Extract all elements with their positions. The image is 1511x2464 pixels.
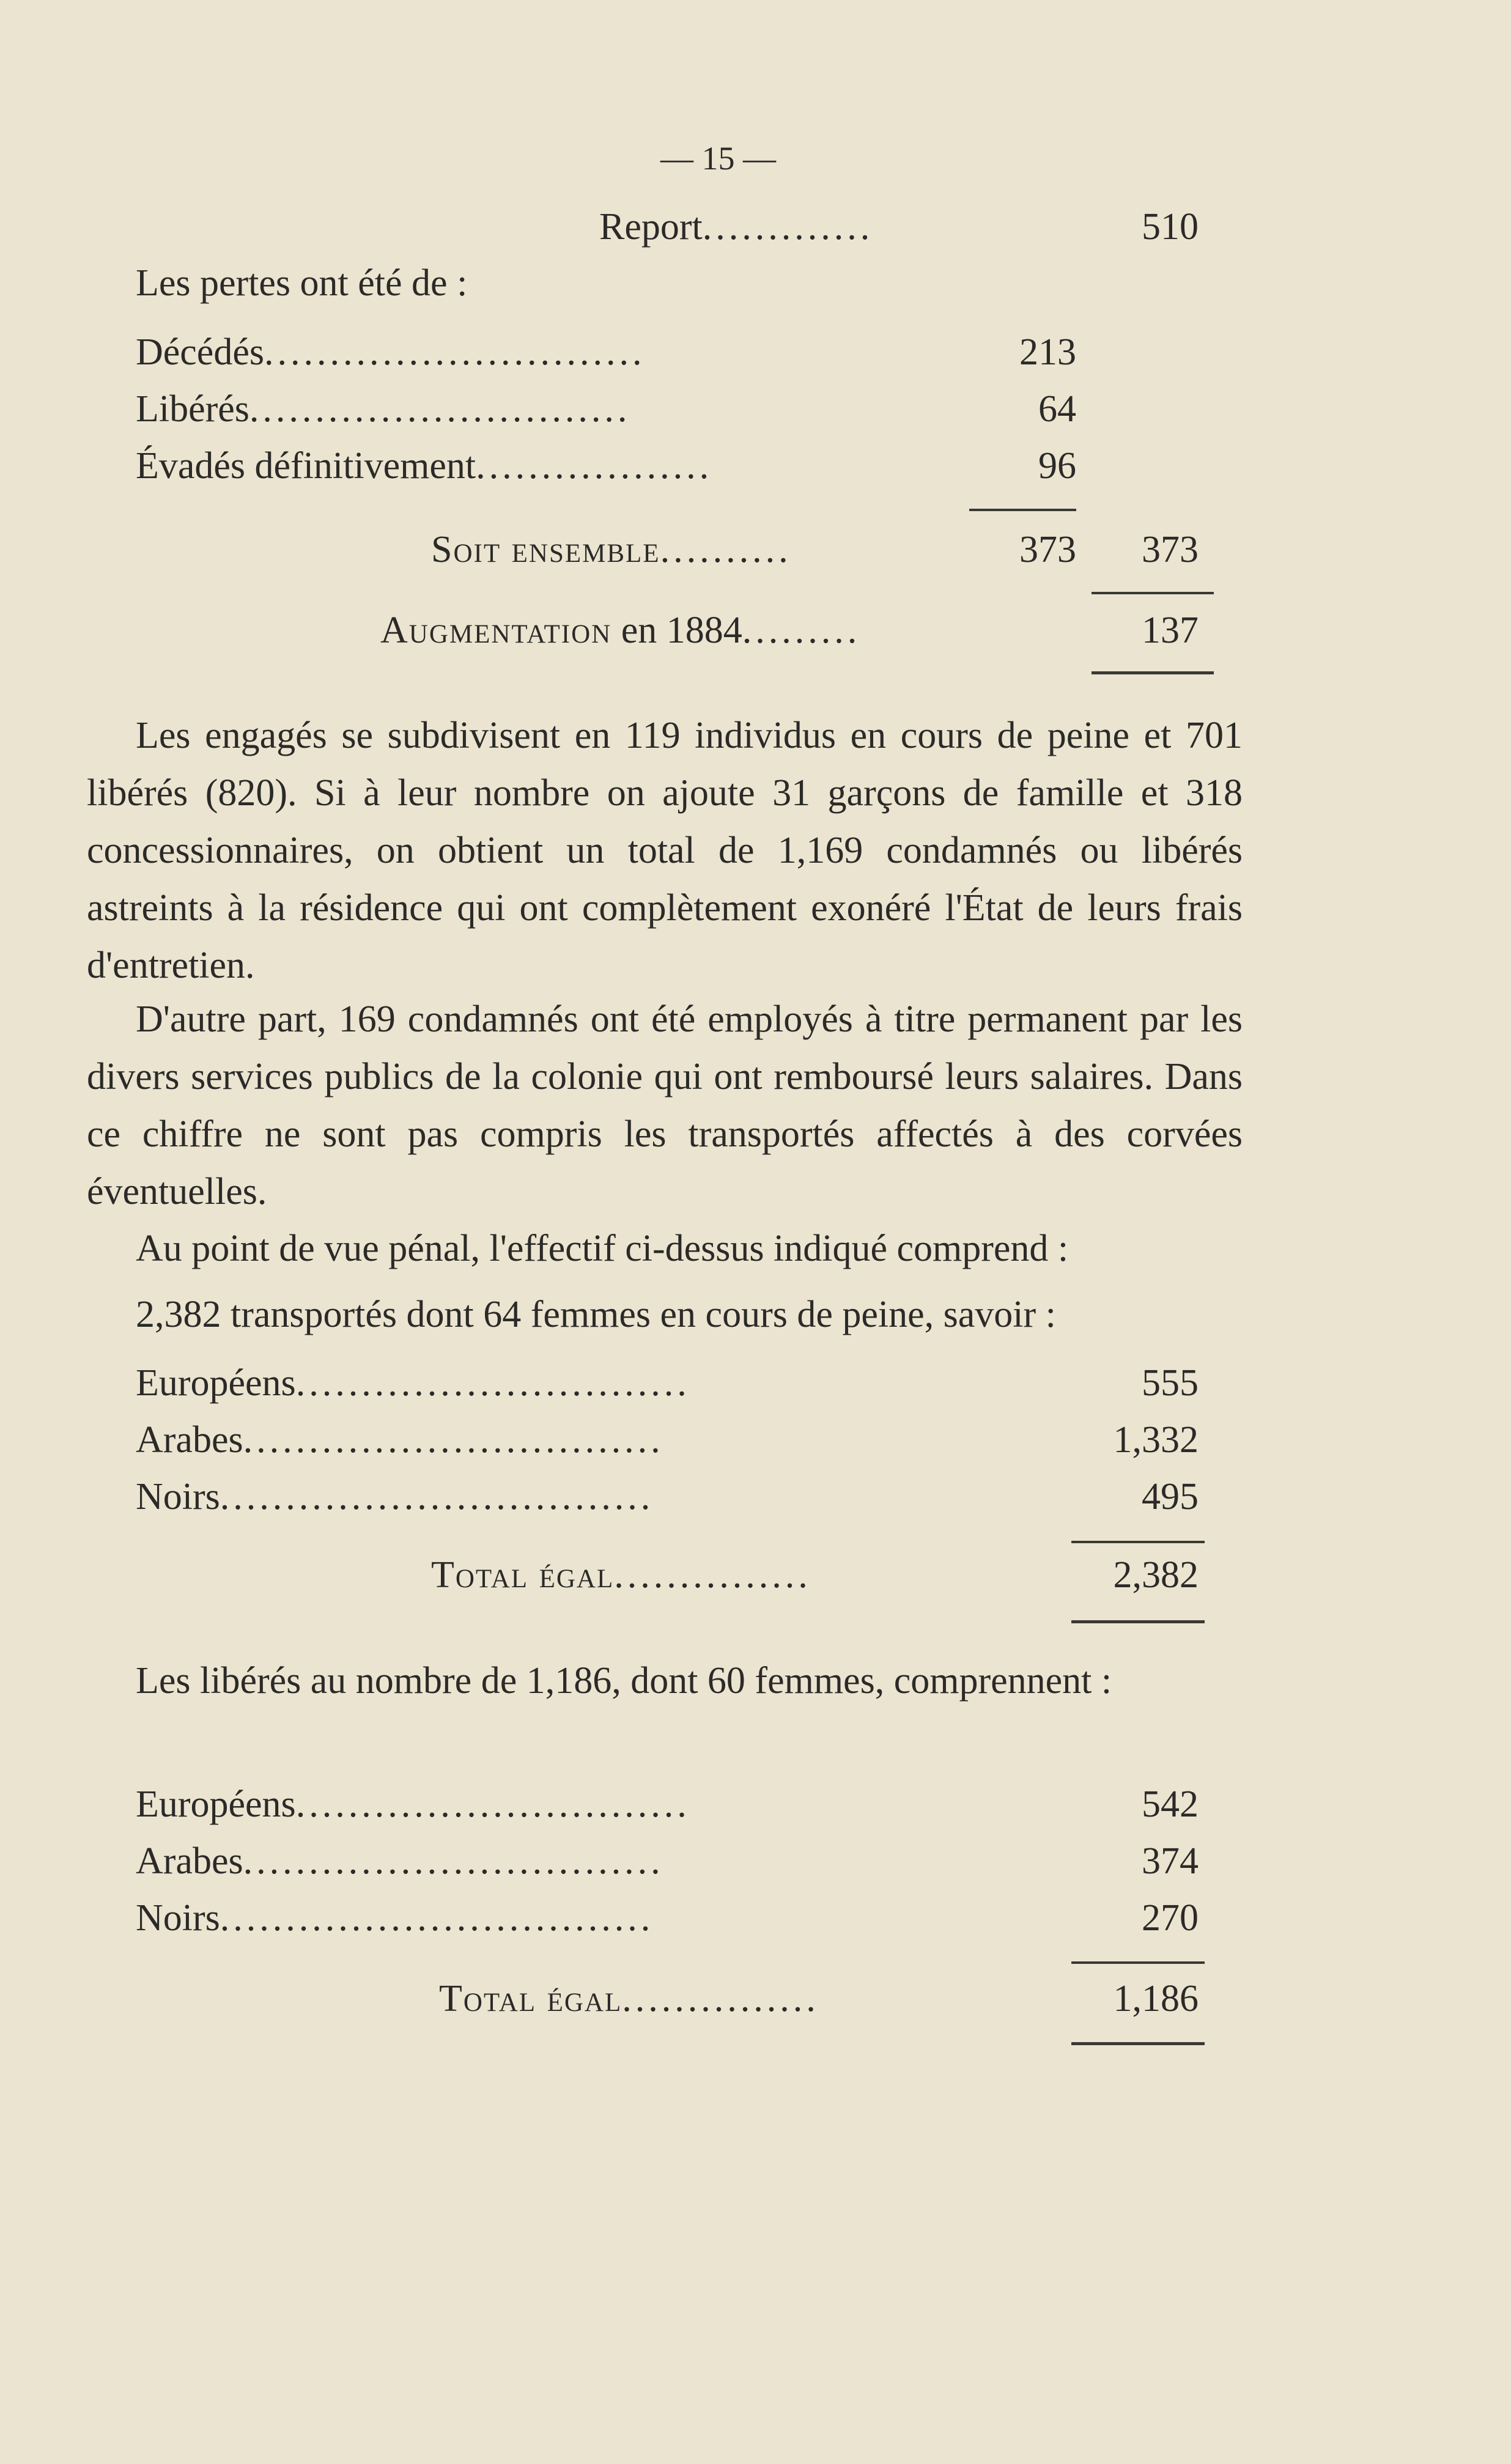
sum-rule xyxy=(969,509,1076,511)
transportes-value: 555 xyxy=(1142,1362,1199,1404)
liberes-dots: ................................ xyxy=(243,1840,664,1882)
liberes-row-arabes xyxy=(136,1842,664,1880)
liberes-label: Noirs xyxy=(136,1897,220,1939)
total2-line xyxy=(439,1980,819,2018)
transportes-label: Noirs xyxy=(136,1476,220,1518)
total1-rule xyxy=(1071,1620,1205,1623)
transportes-value: 495 xyxy=(1142,1476,1199,1518)
report-dots: ............. xyxy=(702,206,874,248)
transportes-label: Arabes xyxy=(136,1419,243,1461)
liberes-value: 270 xyxy=(1142,1897,1199,1939)
soit-ensemble-value1: 373 xyxy=(1019,529,1076,570)
liberes-sum-rule xyxy=(1071,1961,1205,1964)
transportes-row-arabes xyxy=(136,1421,664,1459)
paragraph-liberes: Les libérés au nombre de 1,186, dont 60 femmes, comprennent : xyxy=(136,1660,1112,1702)
loss-row-evades xyxy=(136,447,712,485)
transportes-dots: ................................. xyxy=(220,1476,654,1518)
paragraph-employes: D'autre part, 169 condamnés ont été employés à titre permanent par les divers services publics de la colonie qui ont remboursé leurs salaires. Dans ce chiffre ne sont pas compris les transportés affectés à des corvées éventuelles. xyxy=(87,998,1243,1212)
augmentation-line xyxy=(380,611,860,649)
liberes-row-noirs xyxy=(136,1899,654,1937)
subtraction-rule xyxy=(1092,592,1214,594)
paragraph-point-de-vue: Au point de vue pénal, l'effectif ci-dessus indiqué comprend : xyxy=(136,1228,1069,1269)
total-rule xyxy=(1092,671,1214,674)
losses-intro: Les pertes ont été de : xyxy=(136,262,468,304)
report-line xyxy=(599,208,873,246)
transportes-row-europeens xyxy=(136,1364,690,1402)
total2-dots: ............... xyxy=(622,1978,819,2020)
transportes-dots: ................................ xyxy=(243,1419,664,1461)
loss-value: 96 xyxy=(1038,445,1076,487)
loss-value: 213 xyxy=(1019,331,1076,373)
total1-label: Total égal xyxy=(431,1554,615,1596)
report-value: 510 xyxy=(1142,206,1199,248)
liberes-row-europeens xyxy=(136,1785,690,1823)
total2-label: Total égal xyxy=(439,1978,623,2020)
liberes-label: Européens xyxy=(136,1783,296,1825)
liberes-dots: .............................. xyxy=(295,1783,690,1825)
augmentation-label: Augmentation xyxy=(380,610,612,651)
liberes-dots: ................................. xyxy=(220,1897,654,1939)
loss-label: Évadés définitivement xyxy=(136,445,476,487)
soit-ensemble-dots: .......... xyxy=(660,529,792,570)
liberes-value: 542 xyxy=(1142,1783,1199,1825)
augmentation-value: 137 xyxy=(1142,610,1199,651)
transportes-value: 1,332 xyxy=(1113,1419,1199,1461)
total1-value: 2,382 xyxy=(1113,1554,1199,1596)
transportes-row-noirs xyxy=(136,1478,654,1516)
report-label: Report xyxy=(599,206,703,248)
loss-row-deces xyxy=(136,333,645,371)
loss-label: Décédés xyxy=(136,331,264,373)
loss-value: 64 xyxy=(1038,388,1076,430)
soit-ensemble-value2: 373 xyxy=(1142,529,1199,570)
total1-line xyxy=(431,1556,811,1594)
soit-ensemble-label: Soit ensemble xyxy=(431,529,660,570)
total2-value: 1,186 xyxy=(1113,1978,1199,2020)
page-number: — 15 — xyxy=(660,140,776,177)
transportes-dots: .............................. xyxy=(295,1362,690,1404)
total1-dots: ............... xyxy=(614,1554,811,1596)
loss-dots: .................. xyxy=(476,445,713,487)
augmentation-year: en 1884 xyxy=(611,610,742,651)
augmentation-dots: ......... xyxy=(742,610,861,651)
transportes-sum-rule xyxy=(1071,1541,1205,1543)
paragraph-engages: Les engagés se subdivisent en 119 individus en cours de peine et 701 libérés (820). Si à leur nombre on ajoute 31 garçons de famille et 318 concessionnaires, on obtient un total de 1,169 condamnés ou libérés astreints à la résidence qui ont complètement exonéré l'État de leurs frais d'entretien. xyxy=(87,715,1243,986)
loss-row-liberes xyxy=(136,390,630,428)
paragraph-transportes: 2,382 transportés dont 64 femmes en cours de peine, savoir : xyxy=(136,1294,1056,1335)
loss-dots: ............................. xyxy=(249,388,631,430)
transportes-label: Européens xyxy=(136,1362,296,1404)
liberes-value: 374 xyxy=(1142,1840,1199,1882)
loss-dots: ............................. xyxy=(264,331,646,373)
soit-ensemble-line xyxy=(431,531,792,569)
liberes-label: Arabes xyxy=(136,1840,243,1882)
loss-label: Libérés xyxy=(136,388,249,430)
total2-rule xyxy=(1071,2042,1205,2045)
